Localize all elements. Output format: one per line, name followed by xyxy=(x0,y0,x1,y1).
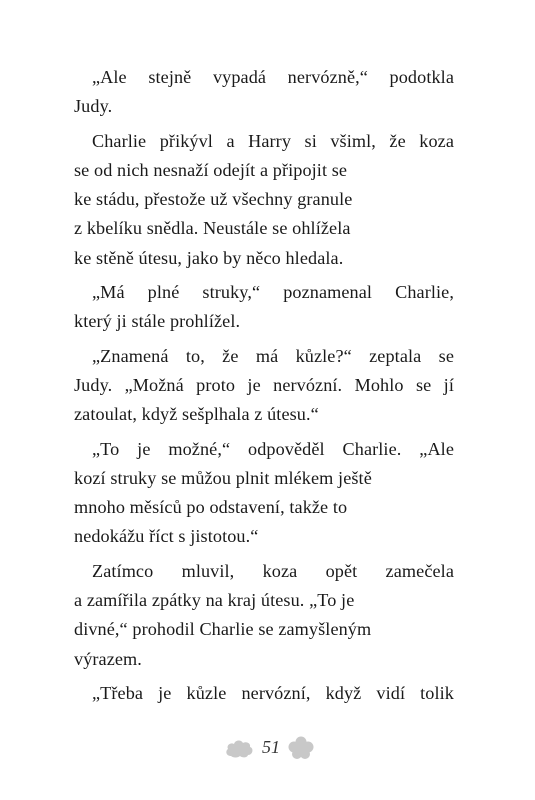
text-line: „Ale stejně vypadá nervózně,“ podotkla xyxy=(92,67,454,87)
text-line: z kbelíku snědla. Neustále se ohlížela xyxy=(74,218,351,239)
text-line: kozí struky se můžou plnit mlékem ještě xyxy=(74,467,372,488)
text-line: výrazem. xyxy=(74,648,142,669)
text-line: ke stádu, přestože už všechny granule xyxy=(74,189,353,210)
paragraph xyxy=(74,127,454,273)
text-line: mnoho měsíců po odstavení, takže to xyxy=(74,497,348,518)
text-line: ke stěně útesu, jako by něco hledala. xyxy=(74,247,344,268)
page-number: 51 xyxy=(262,737,280,757)
paragraph xyxy=(74,557,454,674)
text-line: „To je možné,“ odpověděl Charlie. „Ale xyxy=(92,438,454,459)
text-line: zatoulat, když sešplhala z útesu.“ xyxy=(74,404,319,425)
paragraph xyxy=(74,679,454,708)
text-line: „Má plné struky,“ poznamenal Charlie, xyxy=(92,282,454,303)
text-line: „Třeba je kůzle nervózní, když vidí tolik xyxy=(92,682,454,703)
text-line: Judy. „Možná proto je nervózní. Mohlo se jí xyxy=(74,374,454,395)
text-line: Zatímco mluvil, koza opět zamečela xyxy=(92,560,454,581)
paragraph xyxy=(74,342,454,430)
text-line: Charlie přikývl a Harry si všiml, že koza xyxy=(92,130,454,151)
text-line: Judy. xyxy=(74,96,113,117)
paragraph xyxy=(74,63,454,122)
page-footer xyxy=(0,733,535,763)
flower-icon xyxy=(287,736,315,760)
text-line: se od nich nesnaží odejít a připojit se xyxy=(74,159,348,180)
text-line: „Znamená to, že má kůzle?“ zeptala se xyxy=(92,345,454,366)
text-line: a zamířila zpátky na kraj útesu. „To je xyxy=(74,590,355,611)
cloud-icon xyxy=(224,737,254,759)
paragraph xyxy=(74,278,454,337)
text-line: divné,“ prohodil Charlie se zamyšleným xyxy=(74,619,372,640)
body-text xyxy=(74,63,454,708)
text-line: nedokážu říct s jistotou.“ xyxy=(74,526,259,547)
paragraph xyxy=(74,435,454,552)
text-line: který ji stále prohlížel. xyxy=(74,311,241,332)
